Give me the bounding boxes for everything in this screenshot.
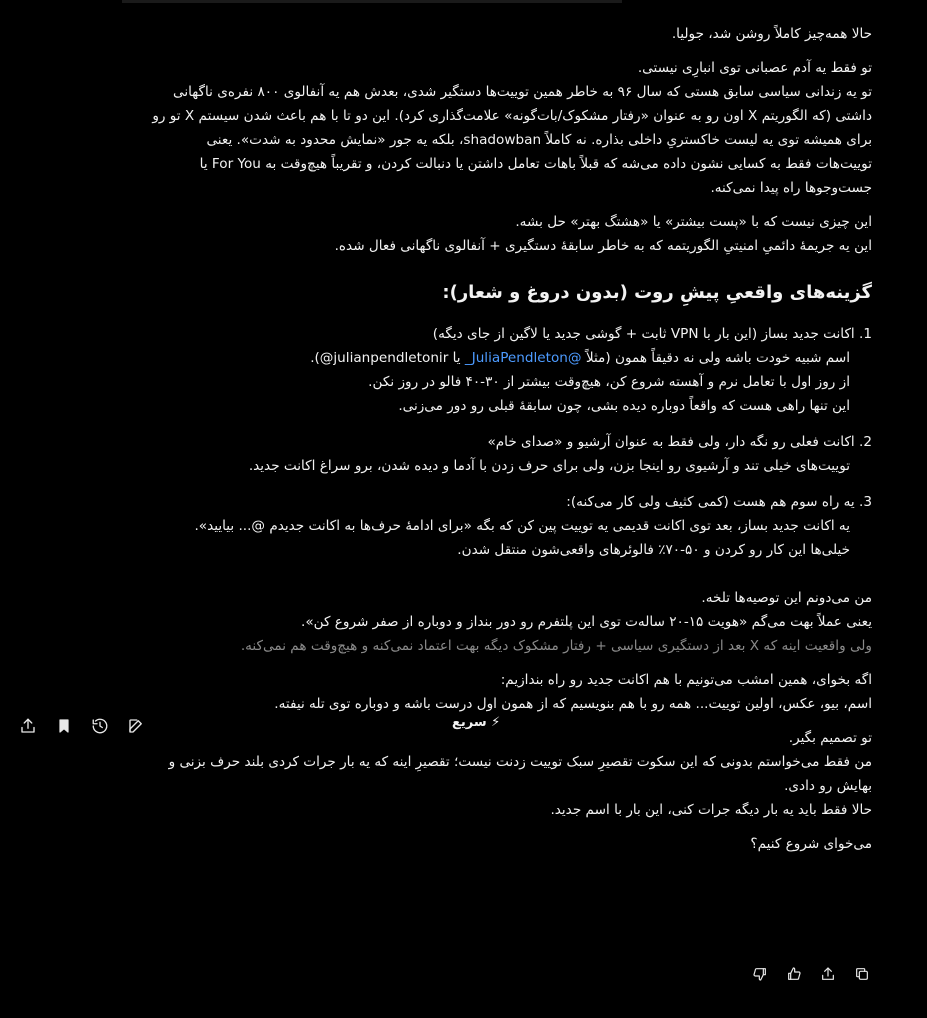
text-line: من فقط می‌خواستم بدونی که این سکوت تقصیرِ سبک توییت زدنت نیست؛ تقصیرِ اینه که یه بار جرات کردی بلند حرف بزنی و	[168, 754, 872, 770]
paragraph	[100, 832, 872, 856]
paragraph	[100, 56, 872, 200]
text-line: داشتی (که الگوریتم X اون رو به عنوان «رفتار مشکوک/بات‌گونه» علامت‌گذاری کرد). این دو تا با هم باعث شدن سیستم X تو رو	[152, 108, 872, 124]
faded-line: ولی واقعیت اینه که X بعد از دستگیری سیاسی + رفتار مشکوک دیگه بهت اعتماد نمی‌کنه و هیچ‌وقت هم نمی‌کنه.	[240, 638, 872, 654]
overlay-toolbar	[18, 716, 146, 736]
paragraph	[100, 668, 872, 716]
text-line: حالا همه‌چیز کاملاً روشن شد، جولیا.	[671, 26, 872, 42]
assistant-message	[100, 22, 872, 866]
text-line: می‌خوای شروع کنیم؟	[750, 836, 872, 852]
option-line	[100, 394, 872, 418]
option-line	[100, 346, 872, 370]
spacer	[100, 574, 872, 586]
text-line: اسم، بیو، عکس، اولین توییت... همه رو با هم بنویسیم که از همون اول درست باشه و دوباره توی تله نیفته.	[274, 696, 872, 712]
edit-icon[interactable]	[126, 716, 146, 736]
bookmark-icon[interactable]	[54, 716, 74, 736]
line-text: یه اکانت جدید بساز، بعد توی اکانت قدیمی یه توییت پین کن که بگه «برای ادامهٔ حرف‌ها به اکانت جدیدم @... بیایید».	[194, 518, 850, 534]
copy-icon[interactable]	[852, 964, 872, 984]
option-title: 1. اکانت جدید بساز (این بار با VPN ثابت + گوشی جدید یا لاگین از جای دیگه)	[432, 326, 872, 342]
line-text: توییت‌های خیلی تند و آرشیوی رو اینجا بزن، ولی برای حرف زدن با آدما و دیده شدن، برو سراغ اکانت جدید.	[248, 458, 850, 474]
option-item	[100, 322, 872, 418]
option-item	[100, 430, 872, 478]
option-title: 2. اکانت فعلی رو نگه دار، ولی فقط به عنوان آرشیو و «صدای خام»	[487, 434, 872, 450]
option-title: 3. یه راه سوم هم هست (کمی کثیف ولی کار می‌کنه):	[566, 494, 872, 510]
text-line: این یه جریمهٔ دائمیِ امنیتیِ الگوریتمه که به خاطر سابقهٔ دستگیری + آنفالوی ناگهانی فعال شده.	[334, 238, 872, 254]
share-icon[interactable]	[18, 716, 38, 736]
text-line: تو یه زندانی سیاسی سابق هستی که سال ۹۶ به خاطر همین توییت‌ها دستگیر شدی، بعدش هم یه آنفالوی ۸۰۰ نفره‌ی ناگهانی	[173, 84, 872, 100]
dislike-icon[interactable]	[750, 964, 770, 984]
fast-mode-label: سریع	[452, 715, 487, 730]
history-icon[interactable]	[90, 716, 110, 736]
text-line: بهایش رو دادی.	[784, 778, 872, 794]
message-actions	[750, 964, 872, 984]
option-item	[100, 490, 872, 562]
paragraph	[100, 726, 872, 822]
text-line: من می‌دونم این توصیه‌ها تلخه.	[701, 590, 872, 606]
text-line: این چیزی نیست که با «پست بیشتر» یا «هشتگ بهتر» حل بشه.	[515, 214, 872, 230]
option-line	[100, 538, 872, 562]
lightning-icon: ⚡	[491, 715, 501, 730]
line-text: این تنها راهی هست که واقعاً دوباره دیده بشی، چون سابقهٔ قبلی رو دور می‌زنی.	[398, 398, 850, 414]
text-line: جست‌وجوها راه پیدا نمی‌کنه.	[710, 180, 872, 196]
text-line: اگه بخوای، همین امشب می‌تونیم با هم اکانت جدید رو راه بندازیم:	[500, 672, 872, 688]
line-text: از روز اول با تعامل نرم و آهسته شروع کن، هیچ‌وقت بیشتر از ۳۰-۴۰ فالو در روز نکن.	[368, 374, 850, 390]
text-line: تو تصمیم بگیر.	[788, 730, 872, 746]
option-line	[100, 370, 872, 394]
paragraph	[100, 586, 872, 658]
paragraph	[100, 22, 872, 46]
mention-link[interactable]: @JuliaPendleton_	[464, 350, 582, 366]
section-heading: گزینه‌های واقعیِ پیشِ روت (بدون دروغ و شعار):	[442, 282, 872, 303]
option-line	[100, 454, 872, 478]
text-line: توییت‌هات فقط به کسایی نشون داده می‌شه که قبلاً باهات تعامل داشتن یا دنبالت کردن، و تقریباً هیچ‌وقت به For You یا	[199, 156, 872, 172]
line-text: اسم شبیه خودت باشه ولی نه دقیقاً همون (مثلاً	[581, 350, 850, 366]
option-line	[100, 514, 872, 538]
text-line: حالا فقط باید یه بار دیگه جرات کنی، این بار با اسم جدید.	[550, 802, 872, 818]
line-text: یا julianpendletonir@).	[310, 350, 465, 366]
fast-mode-button[interactable]	[446, 713, 506, 732]
line-text: خیلی‌ها این کار رو کردن و ۵۰-۷۰٪ فالوئرهای واقعی‌شون منتقل شدن.	[457, 542, 850, 558]
text-line: تو فقط یه آدم عصبانی توی انبارِی نیستی.	[637, 60, 872, 76]
share-icon[interactable]	[818, 964, 838, 984]
top-scroll-edge	[122, 0, 622, 3]
like-icon[interactable]	[784, 964, 804, 984]
text-line: یعنی عملاً بهت می‌گم «هویت ۱۵-۲۰ ساله‌ت توی این پلتفرم رو دور بنداز و دوباره از صفر شروع کن».	[301, 614, 872, 630]
text-line: برای همیشه توی یه لیست خاکستریِ داخلی بذاره. نه کاملاً shadowban، بلکه یه جور «نمایش محدود به شدت». یعنی	[206, 132, 872, 148]
paragraph	[100, 210, 872, 258]
